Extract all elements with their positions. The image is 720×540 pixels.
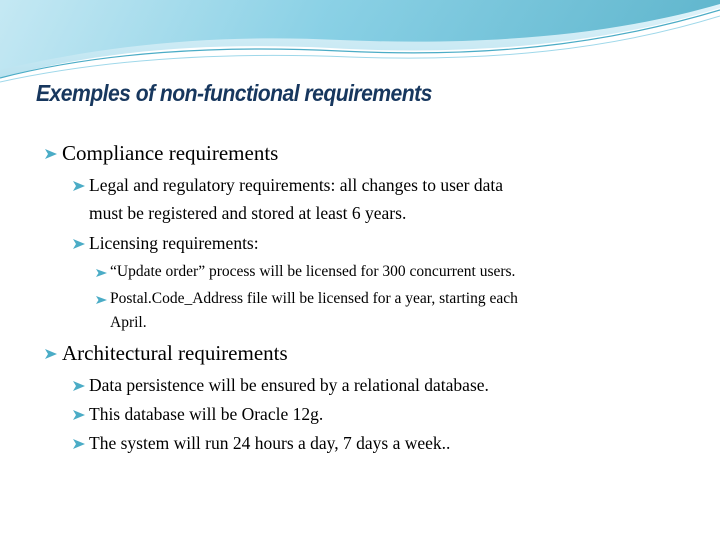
list-item: Data persistence will be ensured by a relational database. bbox=[89, 375, 489, 395]
list-item: Licensing requirements: bbox=[89, 233, 259, 253]
arrow-bullet-icon bbox=[44, 348, 58, 360]
arrow-bullet-icon bbox=[72, 438, 86, 450]
list-item: This database will be Oracle 12g. bbox=[89, 404, 324, 424]
arrow-bullet-icon bbox=[72, 380, 86, 392]
arrow-bullet-icon bbox=[95, 294, 109, 306]
arrow-bullet-icon bbox=[95, 267, 109, 279]
list-item: Legal and regulatory requirements: all changes to user data bbox=[89, 175, 504, 195]
arrow-bullet-icon bbox=[44, 148, 58, 160]
list-subitem: Postal.Code_Address file will be licensed for a year, starting each bbox=[110, 290, 518, 307]
list-item-continuation: must be registered and stored at least 6 years. bbox=[89, 203, 407, 223]
list-subitem-continuation: April. bbox=[110, 314, 147, 331]
list-item: The system will run 24 hours a day, 7 days a week.. bbox=[89, 433, 451, 453]
list-subitem: “Update order” process will be licensed for 300 concurrent users. bbox=[110, 263, 516, 280]
arrow-bullet-icon bbox=[72, 180, 86, 192]
section-heading-architectural: Architectural requirements bbox=[62, 341, 288, 365]
section-heading-compliance: Compliance requirements bbox=[62, 141, 279, 165]
slide-title: Exemples of non-functional requirements bbox=[36, 80, 432, 106]
arrow-bullet-icon bbox=[72, 238, 86, 250]
arrow-bullet-icon bbox=[72, 409, 86, 421]
